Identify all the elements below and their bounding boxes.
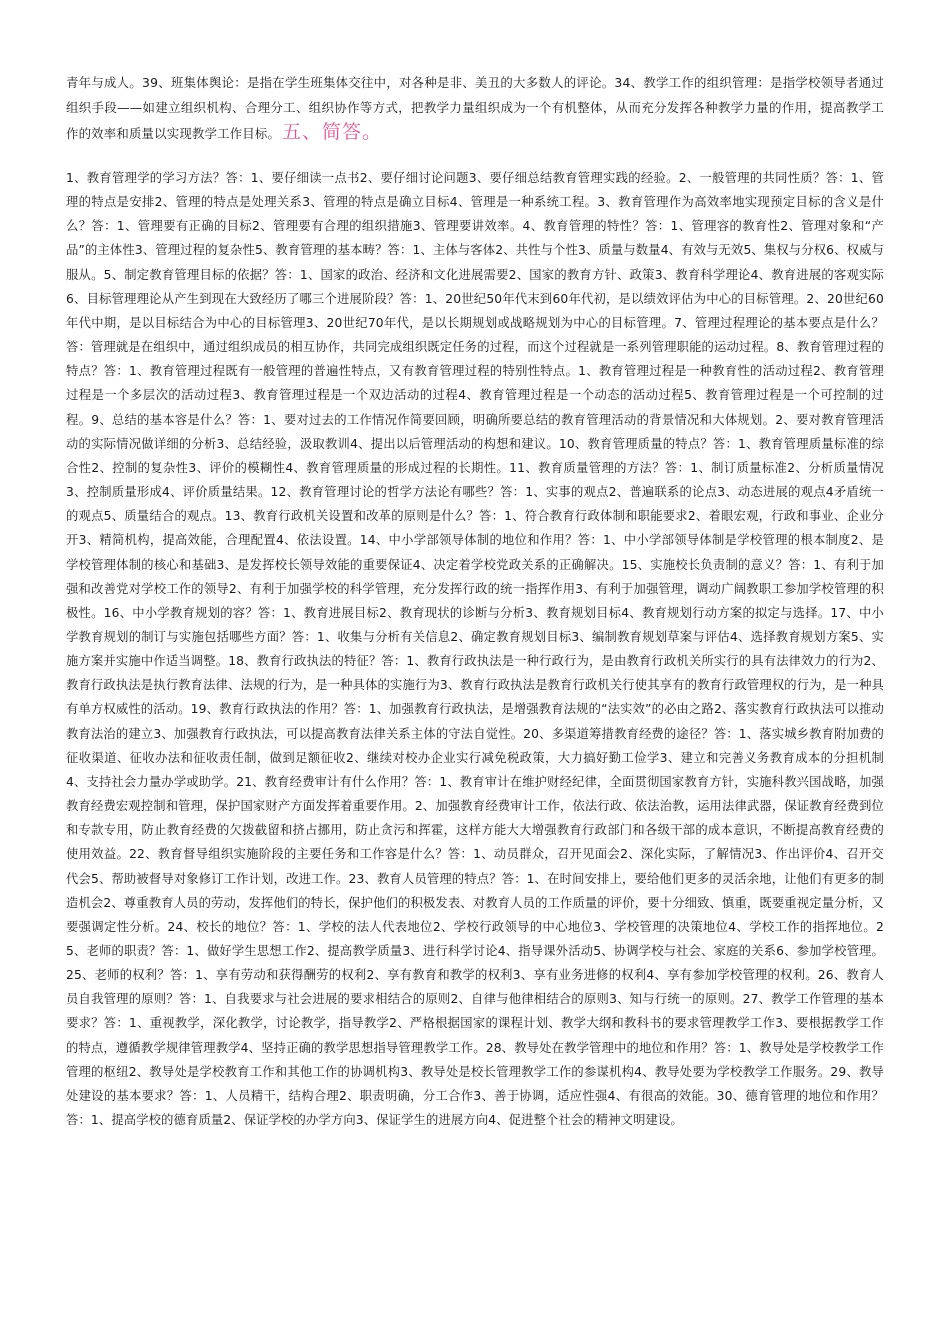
short-answer-paragraph: 1、教育管理学的学习方法？答：1、要仔细读一点书2、要仔细讨论问题3、要仔细总结教育管理实践的经验。2、一般管理的共同性质？答：1、管理的特点是安排2、管理的特点是处理关系3、管理的特点是确立目标4、管理是一种系统工程。3、教育管理作为高效率地实现预定目标的含义是什么？答：1、管理要有正确的目标2、管理要有合理的组织措施3、管理要讲效率。4、教育管理的特性？答：1、管理容的教育性2、管理对象和“产品”的主体性3、管理过程的复杂性5、教育管理的基本畴？答：1、主体与客体2、共性与个性3、质量与数量4、有效与无效5、集权与分权6、权威与服从。5、制定教育管理目标的依据？答：1、国家的政治、经济和文化进展需要2、国家的教育方针、政策3、教育科学理论4、教育进展的客观实际6、目标管理理论从产生到现在大致经历了哪三个进展阶段？答：1、20世纪50年代末到60年代初，是以绩效评估为中心的目标管理。2、20世纪60年代中期，是以目标结合为中心的目标管理3、20世纪70年代，是以长期规划或战略规划为中心的目标管理。7、管理过程理论的基本要点是什么？答：管理就是在组织中，通过组织成员的相互协作，共同完成组织既定任务的过程，而这个过程就是一系列管理职能的运动过程。8、教育管理过程的特点？答：1、教育管理过程既有一般管理的普遍性特点，又有教育管理过程的特别性特点。1、教育管理过程是一种教育性的活动过程2、教育管理过程是一个多层次的活动过程3、教育管理过程是一个双边活动的过程4、教育管理过程是一个动态的活动过程5、教育管理过程是一个可控制的过程。9、总结的基本容是什么？答：1、要对过去的工作情况作简要回顾，明确所要总结的教育管理活动的背景情况和大体规划。2、要对教育管理活动的实际情况做详细的分析3、总结经验，汲取教训4、提出以后管理活动的构想和建议。10、教育管理质量的特点？答：1、教育管理质量标准的综合性2、控制的复杂性3、评价的模糊性4、教育管理质量的形成过程的长期性。11、教育质量管理的方法？答：1、制订质量标准2、分析质量情况3、控制质量形成4、评价质量结果。12、教育管理讨论的哲学方法论有哪些？答：1、实事的观点2、普遍联系的论点3、动态进展的观点4矛盾统一的观点5、质量结合的观点。13、教育行政机关设置和改革的原则是什么？答：1、符合教育行政体制和职能要求2、着眼宏观，行政和事业、企业分开3、精简机构，提高效能，合理配置4、依法设置。14、中小学部领导体制的地位和作用？答：1、中小学部领导体制是学校管理的根本制度2、是学校管理体制的核心和基础3、是发挥校长领导效能的重要保证4、决定着学校党政关系的正确解决。15、实施校长负责制的意义？答：1、有利于加强和改善党对学校工作的领导2、有利于加强学校的科学管理，充分发挥行政的统一指挥作用3、有利于加强管理，调动广阔教职工参加学校管理的积极性。16、中小学教育规划的容？答：1、教育进展目标2、教育现状的诊断与分析3、教育规划目标4、教育规划行动方案的拟定与选择。17、中小学教育规划的制订与实施包括哪些方面？答：1、收集与分析有关信息2、确定教育规划目标3、编制教育规划草案与评估4、选择教育规划方案5、实施方案并实施中作适当调整。18、教育行政执法的特征？答：1、教育行政执法是一种行政行为，是由教育行政机关所实行的具有法律效力的行为2、教育行政执法是执行教育法律、法规的行为，是一种具体的实施行为3、教育行政执法是教育行政机关行使其享有的教育行政管理权的行为，是一种具有单方权威性的活动。19、教育行政执法的作用？答：1、加强教育行政执法，是增强教育法规的“法实效”的必由之路2、落实教育行政执法可以推动教育法治的建立3、加强教育行政执法，可以提高教育法律关系主体的守法自觉性。20、多渠道筹措教育经费的途径？答：1、落实城乡教育附加费的征收渠道、征收办法和征收责任制，做到足额征收2、继续对校办企业实行减免税政策，大力搞好勤工俭学3、建立和完善义务教育成本的分担机制4、支持社会力量办学或助学。21、教育经费审计有什么作用？答：1、教育审计在维护财经纪律，全面贯彻国家教育方针，实施科教兴国战略，加强教育经费宏观控制和管理，保护国家财产方面发挥着重要作用。2、加强教育经费审计工作，依法行政、依法治教，运用法律武器，保证教育经费到位和专款专用，防止教育经费的欠拨截留和挤占挪用，防止贪污和挥霍，这样方能大大增强教育行政部门和各级干部的成本意识，不断提高教育经费的使用效益。22、教育督导组织实施阶段的主要任务和工作容是什么？答：1、动员群众，召开见面会2、深化实际，了解情况3、作出评价4、召开交代会5、帮助被督导对象修订工作计划，改进工作。23、教育人员管理的特点？答：1、在时间安排上，要给他们更多的灵活余地，让他们有更多的制造机会2、尊重教育人员的劳动，发挥他们的特长，保护他们的积极发表、对教育人员的工作质量的评价，要十分细致、慎重，既要重视定量分析，又要强调定性分析。24、校长的地位？答：1、学校的法人代表地位2、学校行政领导的中心地位3、学校管理的决策地位4、学校工作的指挥地位。25、老师的职责？答：1、做好学生思想工作2、提高教学质量3、进行科学讨论4、指导课外活动5、协调学校与社会、家庭的关系6、参加学校管理。25、老师的权利？答：1、享有劳动和获得酬劳的权利2、享有教育和教学的权利3、享有业务进修的权利4、享有参加学校管理的权利。26、教育人员自我管理的原则？答：1、自我要求与社会进展的要求相结合的原则2、自律与他律相结合的原则3、知与行统一的原则。27、教学工作管理的基本要求？答：1、重视教学，深化教学，讨论教学，指导教学2、严格根据国家的课程计划、教学大纲和教科书的要求管理教学工作3、要根据教学工作的特点，遵循教学规律管理教学4、坚持正确的教学思想指导管理教学工作。28、教导处在教学管理中的地位和作用？答：1、教导处是学校教学工作管理的枢纽2、教导处是学校教育工作和其他工作的协调机构3、教导处是校长管理教学工作的参谋机构4、教导处要为学校教学工作服务。29、教导处建设的基本要求？答：1、人员精干，结构合理2、职责明确，分工合作3、善于协调，适应性强4、有很高的效能。30、德育管理的地位和作用？答：1、提高学校的德育质量2、保证学校的办学方向3、保证学生的进展方向4、促进整个社会的精神文明建设。: [66, 171, 884, 1128]
intro-text: 青年与成人。39、班集体舆论：是指在学生班集体交往中，对各种是非、美丑的大多数人的评论。34、教学工作的组织管理：是指学校领导者通过组织手段——如建立组织机构、合理分工、组织协作等方式，把教学力量组织成为一个有机整体，从而充分发挥各种教学力量的作用，提高教学工作的效率和质量以实现教学工作目标。: [66, 75, 884, 142]
section-heading: 五、简答。: [282, 121, 383, 144]
intro-paragraph: [66, 71, 884, 147]
